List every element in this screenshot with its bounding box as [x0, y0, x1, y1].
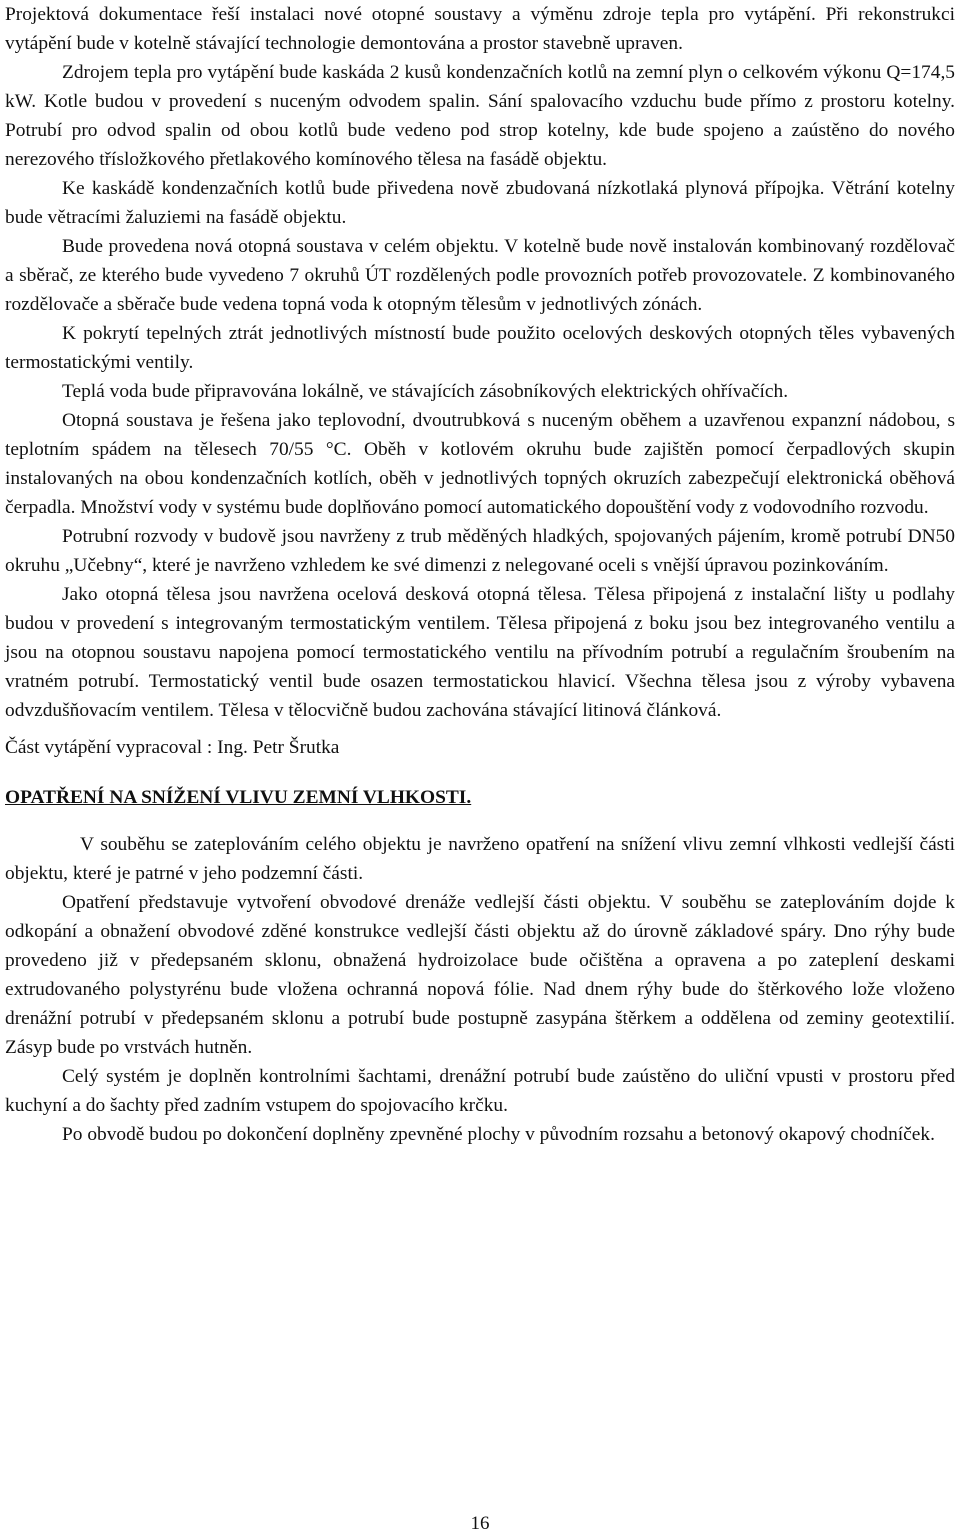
- paragraph-intro: Projektová dokumentace řeší instalaci nové otopné soustavy a výměnu zdroje tepla pro vytápění. Při rekonstrukci vytápění bude v kotelně stávající technologie demontována a prostor stavebně upraven.: [5, 4, 955, 54]
- paragraph-heating-system: Bude provedena nová otopná soustava v celém objektu. V kotelně bude nově instalován kombinovaný rozdělovač a sběrač, ze kterého bude vyvedeno 7 okruhů ÚT rozdělených podle provozních potřeb provozovatele. Z kombinovaného rozdělovače a sběrače bude vedena topná voda k otopným tělesům v jednotlivých zónách.: [5, 236, 955, 315]
- paragraph-gas-connection: Ke kaskádě kondenzačních kotlů bude přivedena nově zbudovaná nízkotlaká plynová přípojka. Větrání kotelny bude větracími žaluziemi na fasádě objektu.: [5, 178, 955, 228]
- paragraph-radiators: K pokrytí tepelných ztrát jednotlivých místností bude použito ocelových deskových otopných těles vybavených termostatickými ventily.: [5, 323, 955, 373]
- paragraph-inspection-shafts: Celý systém je doplněn kontrolními šachtami, drenážní potrubí bude zaústěno do uliční vpusti v prostoru před kuchyní a do šachty před zadním vstupem do spojovacího krčku.: [5, 1066, 955, 1116]
- paragraph-moisture-intro: V souběhu se zateplováním celého objektu je navrženo opatření na snížení vlivu zemní vlhkosti vedlejší části objektu, které je patrné v jeho podzemní části.: [5, 834, 955, 884]
- paragraph-heat-source: Zdrojem tepla pro vytápění bude kaskáda 2 kusů kondenzačních kotlů na zemní plyn o celkovém výkonu Q=174,5 kW. Kotle budou v provedení s nuceným odvodem spalin. Sání spalovacího vzduchu bude přímo z prostoru kotelny. Potrubí pro odvod spalin od obou kotlů bude vedeno pod strop kotelny, kde bude spojeno a zaústěno do nového nerezového třísložkového přetlakového komínového tělesa na fasádě objektu.: [5, 62, 955, 170]
- heating-section: [5, 0, 955, 762]
- paragraph-hot-water: Teplá voda bude připravována lokálně, ve stávajících zásobníkových elektrických ohřívačích.: [62, 381, 789, 402]
- moisture-section: [5, 783, 955, 1149]
- author-signature: Část vytápění vypracoval : Ing. Petr Šrutka: [5, 737, 340, 758]
- paragraph-heating-bodies: Jako otopná tělesa jsou navržena ocelová desková otopná tělesa. Tělesa připojená z instalační lišty u podlahy budou v provedení s integrovaným termostatickým ventilem. Tělesa připojená z boku jsou bez integrovaného ventilu a jsou na otopnou soustavu napojena pomocí termostatického ventilu na přívodním potrubí a regulačním šroubením na vratném potrubí. Termostatický ventil bude osazen termostatickou hlavicí. Všechna tělesa jsou z výroby vybavena odvzdušňovacím ventilem. Tělesa v tělocvičně budou zachována stávající litinová článková.: [5, 584, 955, 721]
- paragraph-piping: Potrubní rozvody v budově jsou navrženy z trub měděných hladkých, spojovaných pájením, kromě potrubí DN50 okruhu „Učebny“, které je navrženo vzhledem ke své dimenzi z nelegované oceli s vnější úpravou pozinkováním.: [5, 526, 955, 576]
- paragraph-system-parameters: Otopná soustava je řešena jako teplovodní, dvoutrubková s nuceným oběhem a uzavřenou expanzní nádobou, s teplotním spádem na tělesech 70/55 °C. Oběh v kotlovém okruhu bude zajištěn pomocí čerpadlových skupin instalovaných na obou kondenzačních kotlích, oběh v jednotlivých topných okruzích zabezpečují elektronická oběhová čerpadla. Množství vody v systému bude doplňováno pomocí automatického dopouštění vody z vodovodního rozvodu.: [5, 410, 955, 518]
- document-page: [5, 0, 955, 1149]
- paragraph-drainage: Opatření představuje vytvoření obvodové drenáže vedlejší části objektu. V souběhu se zateplováním dojde k odkopání a obnažení obvodové zděné konstrukce vedlejší části objektu až do úrovně základové spáry. Dno rýhy bude provedeno již v předepsaném sklonu, obnažená hydroizolace bude očištěna a opravena a po zateplení deskami extrudovaného polystyrénu bude vložena ochranná nopová fólie. Nad dnem rýhy bude do štěrkového lože vloženo drenážní potrubí v předepsaném sklonu a potrubí bude postupně zasypána štěrkem a oddělena od zeminy geotextilií. Zásyp bude po vrstvách hutněn.: [5, 892, 955, 1058]
- section-heading: OPATŘENÍ NA SNÍŽENÍ VLIVU ZEMNÍ VLHKOSTI.: [5, 787, 472, 808]
- paragraph-paved-areas: Po obvodě budou po dokončení doplněny zpevněné plochy v původním rozsahu a betonový okapový chodníček.: [62, 1124, 935, 1145]
- page-number: 16: [470, 1513, 490, 1534]
